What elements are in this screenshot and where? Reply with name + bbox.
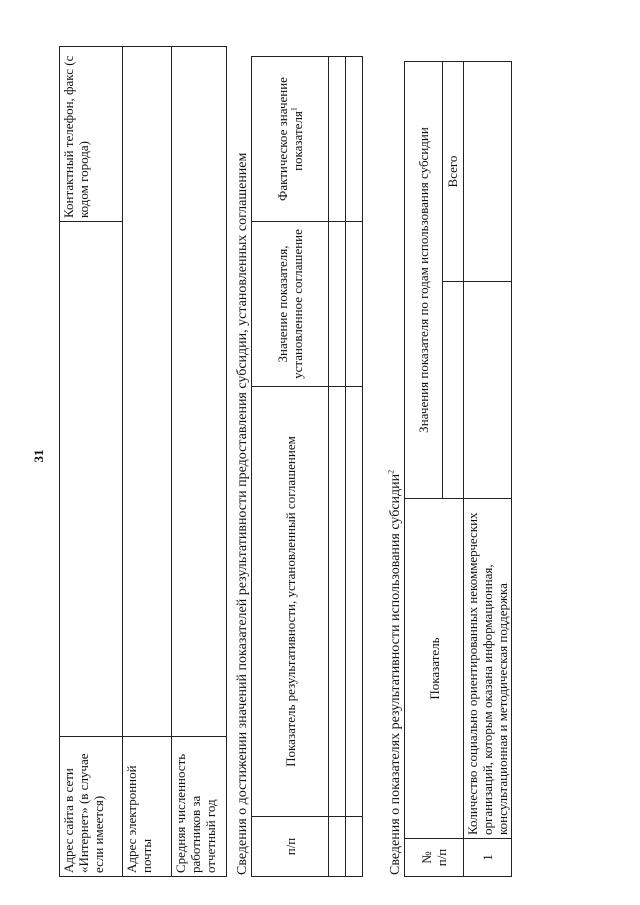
indicators-row-value — [464, 282, 512, 499]
contact-table — [59, 46, 227, 877]
indicators-row-total — [464, 62, 512, 282]
indicators-caption-text: Сведения о показателях результативности использования субсидии — [388, 473, 403, 875]
indicators-header-year-cell — [442, 282, 463, 499]
achievement-cell — [346, 57, 363, 222]
email-value — [123, 47, 172, 737]
footnote-mark-2: 2 — [386, 469, 396, 474]
achievement-header-indicator: Показатель результативности, установленный соглашением — [252, 387, 329, 817]
staff-label: Средняя численность работников за отчетный год — [172, 737, 227, 877]
achievement-table — [251, 56, 363, 877]
achievement-header-agreed: Значение показателя, установленное соглашение — [252, 222, 329, 387]
achievement-cell — [346, 222, 363, 387]
achievement-cell — [346, 817, 363, 877]
footnote-mark-1: 1 — [289, 107, 299, 112]
indicators-section — [388, 62, 512, 877]
num-label: п/п — [434, 848, 449, 867]
indicators-header-indicator: Показатель — [405, 499, 464, 839]
achievement-cell — [329, 387, 346, 817]
achievement-cell — [329, 57, 346, 222]
staff-value — [172, 47, 227, 737]
indicators-caption — [388, 62, 404, 877]
indicators-header-total: Всего — [442, 62, 463, 282]
website-value — [60, 222, 123, 737]
contact-table-block — [59, 47, 227, 877]
achievement-header-actual — [252, 57, 329, 222]
achievement-cell — [329, 222, 346, 387]
indicators-header-num — [405, 839, 464, 877]
achievement-section — [235, 57, 363, 877]
indicators-row-text: Количество социально ориентированных некоммерческих организаций, которым оказана информационная, консультационная и методическая поддержка — [464, 499, 512, 839]
indicators-header-values-by-year: Значения показателя по годам использования субсидии — [405, 62, 443, 499]
achievement-header-num: п/п — [252, 817, 329, 877]
indicators-table — [404, 61, 512, 877]
achievement-cell — [329, 817, 346, 877]
num-sign: № — [419, 851, 434, 864]
website-label: Адрес сайта в сети «Интернет» (в случае если имеется) — [60, 737, 123, 877]
achievement-header-actual-text: Фактическое значение показателя — [275, 77, 305, 201]
email-label: Адрес электронной почты — [123, 737, 172, 877]
indicators-row-num: 1 — [464, 839, 512, 877]
page-number: 31 — [31, 449, 46, 463]
phone-label: Контактный телефон, факс (с кодом города) — [60, 47, 123, 222]
achievement-cell — [346, 387, 363, 817]
achievement-caption: Сведения о достижении значений показателей результативности предоставления субсидии, установленных соглашением — [235, 152, 250, 875]
